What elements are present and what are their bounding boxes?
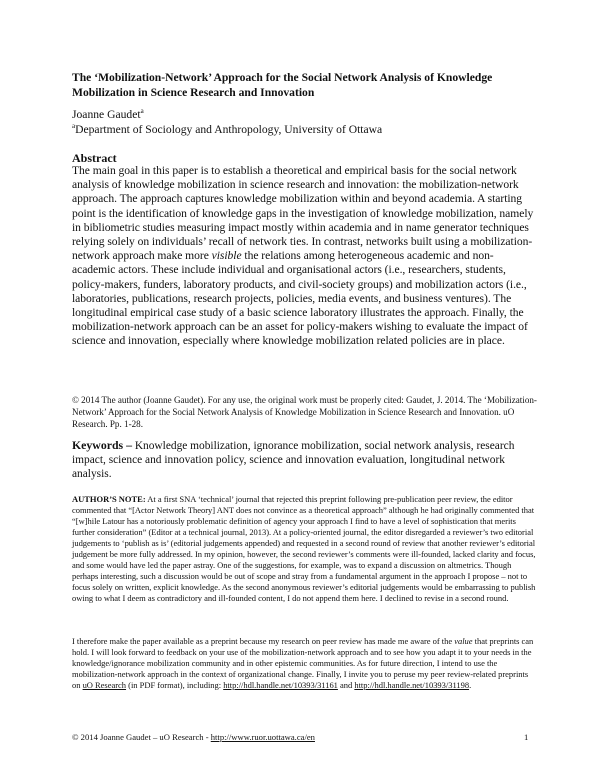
abstract-heading: Abstract — [72, 151, 117, 165]
author-name: Joanne Gaudet — [72, 108, 141, 121]
affiliation-text: Department of Sociology and Anthropology, University of Ottawa — [75, 123, 383, 136]
abstract-text-part-1: The main goal in this paper is to establish a theoretical and empirical basis for the social network analysis of knowledge mobilization in science research and innovation: the mobilization-network approach. The approach captures knowledge mobilization within and beyond academia. A starting point is the identification of knowledge gaps in the investigation of knowledge mobilization, namely in bibliometric studies measuring impact mostly within academia and in name generator techniques relying solely on individuals’ recall of network ties. In contrast, networks built using a mobilization-network approach make more — [72, 164, 534, 263]
author-line — [72, 107, 532, 122]
page-footer — [72, 732, 532, 743]
keywords-text: Knowledge mobilization, ignorance mobilization, social network analysis, research impact, science and innovation policy, science and innovation evaluation, longitudinal network analysis. — [72, 440, 515, 481]
handle-link-31161[interactable]: http://hdl.handle.net/10393/31161 — [223, 679, 338, 690]
footer-link[interactable]: http://www.ruor.uottawa.ca/en — [210, 732, 315, 742]
footer-text: © 2014 Joanne Gaudet – uO Research - — [72, 732, 211, 742]
keywords-section — [72, 438, 534, 482]
preprint-paragraph — [72, 636, 538, 691]
authors-note — [72, 494, 538, 604]
authors-note-text: At a first SNA ‘technical’ journal that rejected this preprint following pre-publication peer review, the editor commented that “[Actor Network Theory] ANT does not convince as a theoretical approach” although he had originally commented that “[w]hile Latour has a notoriously problematic definition of agency your approach I find to have a level of sophistication that merits further consideration” (Editor at a technical journal, 2013). At a policy-oriented journal, the editor disregarded a reviewer’s two editorial judgements to ‘publish as is’ (editorial judgements appended) and requested in a second round of review that another reviewer’s editorial judgement be more fully addressed. In my opinion, however, the second reviewer’s comments were ill-founded, lacked clarity and focus, and some would have led the paper astray. One of the suggestions, for example, was to expand a discussion on altmetrics. Though perhaps interesting, such a discussion would be out of scope and stray from a fundamental argument in the approach I propose – not to focus solely on written, explicit knowledge. As the second anonymous reviewer’s editorial judgements would be embarrassing to publish owing to what I deem as contradictory and ill-founded content, I do not append them here. I declined to revise in a second round. — [72, 494, 536, 603]
abstract-body — [72, 164, 534, 349]
affiliation-superscript: a — [72, 122, 76, 131]
preprint-text-part-4: and — [337, 679, 355, 690]
preprint-text-part-5: . — [469, 679, 472, 690]
preprint-emphasis: value — [454, 636, 473, 646]
uo-research-link[interactable]: uO Research — [82, 679, 127, 690]
page-number: 1 — [524, 732, 529, 742]
paper-title: The ‘Mobilization-Network’ Approach for the Social Network Analysis of Knowledge Mobilization in Science Research and Innovation — [72, 71, 493, 99]
affiliation-line — [72, 122, 532, 137]
abstract-text-part-2: the relations among heterogeneous academic and non-academic actors. These include individual and organisational actors (i.e., researchers, students, policy-makers, funders, laboratory products, and civil-society groups) and mobilization actors (i.e., laboratories, publications, research projects, policies, media events, and business ventures). The longitudinal empirical case study of a basic science laboratory illustrates the approach. Finally, the mobilization-network approach can be an asset for policy-makers wishing to evaluate the impact of science and innovation, especially where knowledge mobilization related policies are in place. — [72, 249, 528, 348]
preprint-text-part-3: (in PDF format), including: — [126, 679, 224, 690]
preprint-text-part-1: I therefore make the paper available as a preprint because my research on peer review has made me aware of the — [72, 636, 455, 646]
handle-link-31198[interactable]: http://hdl.handle.net/10393/31198 — [354, 679, 470, 690]
abstract-emphasis: visible — [211, 249, 242, 263]
author-superscript: a — [140, 107, 144, 116]
keywords-label: Keywords – — [72, 438, 132, 452]
authors-note-label: AUTHOR’S NOTE: — [72, 494, 146, 504]
preprint-text-part-2: that preprints can hold. I will look forward to feedback on your use of the mobilization-network approach and to see how you adapt it to your needs in the knowledge/ignorance mobilization community and in other epistemic communities. As for future direction, I intend to use the mobilization-network approach in the context of organizational change. Finally, I invite you to peruse my peer review-related preprints on — [72, 636, 534, 690]
citation-notice: © 2014 The author (Joanne Gaudet). For any use, the original work must be properly cited: Gaudet, J. 2014. The ‘Mobilization-Network’ Approach for the Social Network Analysis of Knowledge Mobilization in Science Research and Innovation. uO Research. Pp. 1-28. — [72, 395, 537, 429]
